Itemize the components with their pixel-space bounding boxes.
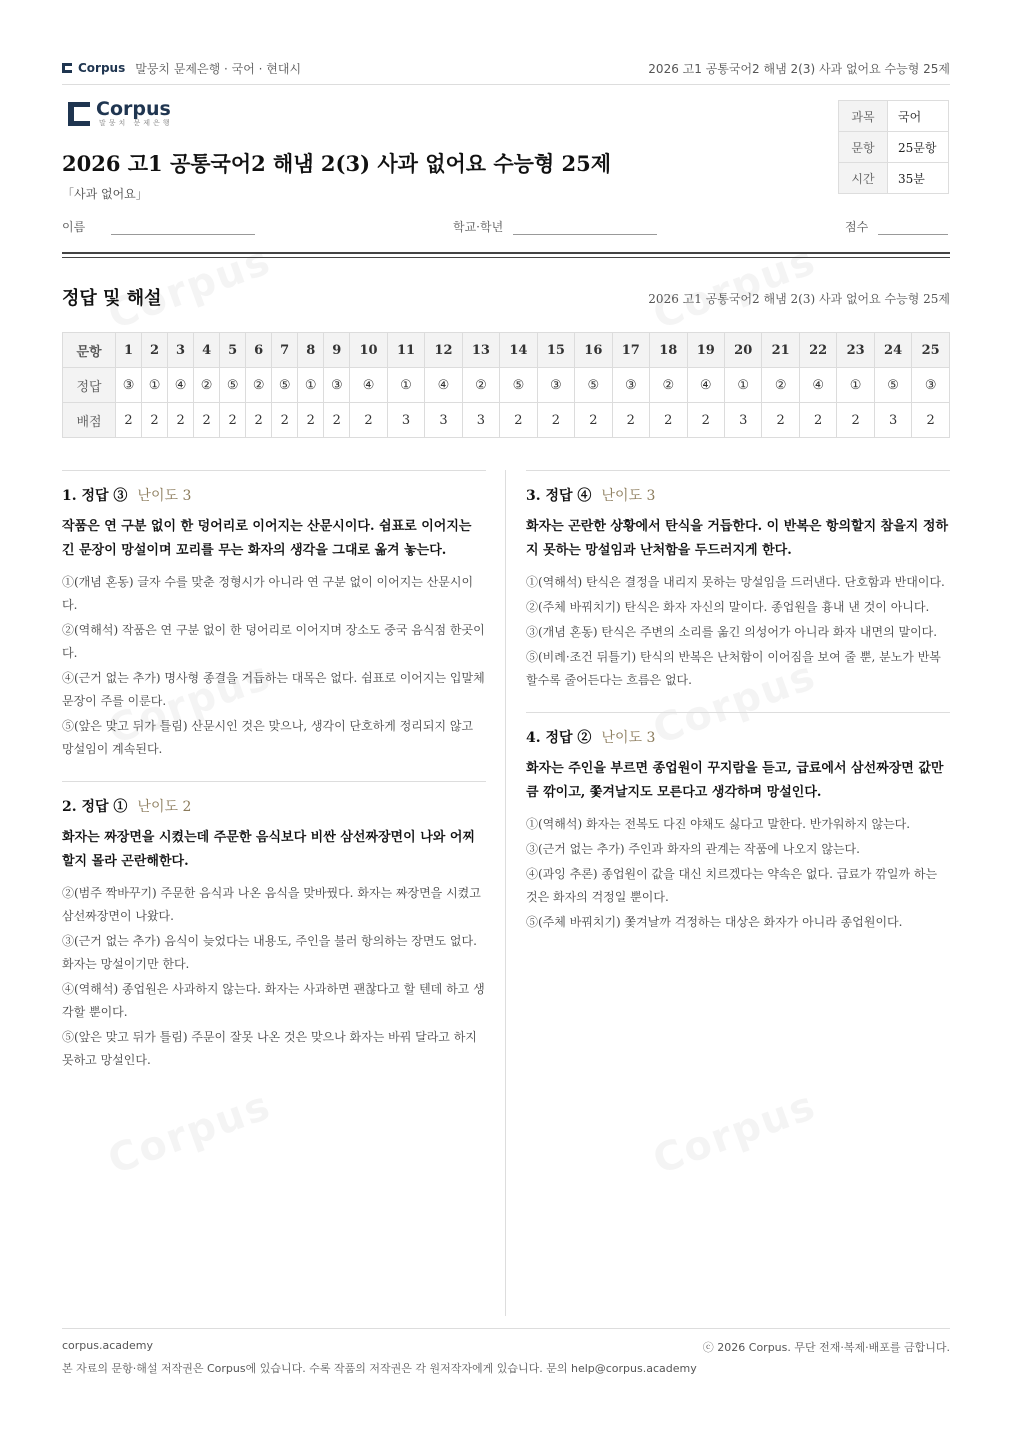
answer-cell: 17 xyxy=(612,333,649,368)
answer-cell: ⑤ xyxy=(874,368,911,403)
answer-cell: ① xyxy=(142,368,168,403)
option-explanation: ⑤(앞은 맞고 뒤가 틀림) 주문이 잘못 나온 것은 맞으나 화자는 바꿔 달라고 하지 못하고 망설인다. xyxy=(62,1030,477,1067)
answer-cell: 3 xyxy=(874,403,911,438)
score-blank[interactable] xyxy=(878,218,948,235)
answer-cell: ③ xyxy=(537,368,574,403)
name-label: 이름 xyxy=(62,220,86,234)
answer-cell: ② xyxy=(246,368,272,403)
explanation-main: 화자는 주인을 부르면 종업원이 꾸지람을 듣고, 급료에서 삼선짜장면 값만큼 깎이고, 쫓겨날지도 모른다고 생각하며 망설인다. xyxy=(526,761,944,800)
answer-cell: 3 xyxy=(168,333,194,368)
answer-cell: ② xyxy=(194,368,220,403)
answer-cell: 12 xyxy=(425,333,462,368)
row-label: 정답 xyxy=(63,368,116,403)
answer-cell: ④ xyxy=(350,368,387,403)
answer-cell: ③ xyxy=(912,368,950,403)
top-brand: Corpus xyxy=(78,61,126,75)
footer xyxy=(62,1328,950,1376)
answer-cell: 2 xyxy=(298,403,324,438)
school-blank[interactable] xyxy=(513,218,657,235)
answer-cell: 15 xyxy=(537,333,574,368)
score-field xyxy=(845,218,948,235)
answer-cell: ① xyxy=(724,368,761,403)
answer-cell: 2 xyxy=(650,403,687,438)
answer-cell: 3 xyxy=(425,403,462,438)
corpus-mark-icon xyxy=(68,102,90,126)
answer-cell: 16 xyxy=(575,333,612,368)
meta-table xyxy=(838,100,949,194)
answer-cell: 2 xyxy=(350,403,387,438)
footer-copyright: ⓒ 2026 Corpus. 무단 전재·복제·배포를 금합니다. xyxy=(702,1341,950,1354)
answer-cell: 9 xyxy=(324,333,350,368)
header-divider xyxy=(62,252,950,258)
explanations-right xyxy=(526,470,950,954)
question-block xyxy=(62,781,486,1072)
corpus-logo-icon xyxy=(62,63,72,73)
answer-label: 4. 정답 ② xyxy=(526,730,592,746)
answer-cell: 18 xyxy=(650,333,687,368)
row-label: 문항 xyxy=(63,333,116,368)
answer-label: 3. 정답 ④ xyxy=(526,488,592,504)
answer-cell: 3 xyxy=(724,403,761,438)
answer-cell: 22 xyxy=(799,333,836,368)
answer-cell: 2 xyxy=(246,403,272,438)
answer-cell: ④ xyxy=(687,368,724,403)
question-block xyxy=(62,470,486,761)
option-explanation: ⑤(비례·조건 뒤틀기) 탄식의 반복은 난처함이 이어짐을 보여 줄 뿐, 분노가 반복할수록 줄어든다는 흐름은 없다. xyxy=(526,650,941,687)
answer-cell: ④ xyxy=(799,368,836,403)
answer-cell: 2 xyxy=(575,403,612,438)
option-explanation: ①(역해석) 탄식은 결정을 내리지 못하는 망설임을 드러낸다. 단호함과 반대이다. xyxy=(526,575,945,589)
option-explanation: ④(과잉 추론) 종업원이 값을 대신 치르겠다는 약속은 없다. 급료가 깎일까 하는 것은 화자의 걱정일 뿐이다. xyxy=(526,867,938,904)
explanation-main: 화자는 짜장면을 시켰는데 주문한 음식보다 비싼 삼선짜장면이 나와 어찌할지 몰라 곤란해한다. xyxy=(62,830,475,869)
answer-cell: ⑤ xyxy=(220,368,246,403)
difficulty-label: 난이도 3 xyxy=(601,730,656,746)
answer-cell: 3 xyxy=(462,403,499,438)
answer-cell: 13 xyxy=(462,333,499,368)
answer-cell: 2 xyxy=(324,403,350,438)
answer-cell: 3 xyxy=(387,403,424,438)
answer-row-points xyxy=(63,403,950,438)
answer-cell: ③ xyxy=(612,368,649,403)
column-divider xyxy=(505,470,506,1316)
answer-row-answer xyxy=(63,368,950,403)
footer-notice: 본 자료의 문항·해설 저작권은 Corpus에 있습니다. 수록 작품의 저작권은 각 원저작자에게 있습니다. 문의 help@corpus.academy xyxy=(62,1362,697,1375)
answer-cell: 8 xyxy=(298,333,324,368)
option-explanation: ①(개념 혼동) 글자 수를 맞춘 정형시가 아니라 연 구분 없이 이어지는 산문시이다. xyxy=(62,575,474,612)
answer-label: 1. 정답 ③ xyxy=(62,488,128,504)
question-head xyxy=(526,727,950,747)
answer-cell: ① xyxy=(298,368,324,403)
answer-cell: ② xyxy=(650,368,687,403)
name-blank[interactable] xyxy=(111,218,255,235)
section-subtitle: 2026 고1 공통국어2 해냄 2(3) 사과 없어요 수능형 25제 xyxy=(648,292,950,306)
breadcrumb: 말뭉치 문제은행 · 국어 · 현대시 xyxy=(135,61,302,76)
explanations-left xyxy=(62,470,486,1092)
answer-cell: 21 xyxy=(762,333,799,368)
page-subtitle: 「사과 없어요」 xyxy=(62,187,148,201)
answer-cell: 20 xyxy=(724,333,761,368)
answer-cell: ⑤ xyxy=(272,368,298,403)
answer-cell: ③ xyxy=(324,368,350,403)
answer-cell: 25 xyxy=(912,333,950,368)
answer-cell: 2 xyxy=(142,333,168,368)
brand-logo xyxy=(68,100,173,128)
answer-cell: ② xyxy=(762,368,799,403)
answer-cell: 2 xyxy=(762,403,799,438)
option-explanation: ②(범주 짝바꾸기) 주문한 음식과 나온 음식을 맞바꿨다. 화자는 짜장면을 시켰고 삼선짜장면이 나왔다. xyxy=(62,886,481,923)
answer-cell: ③ xyxy=(116,368,142,403)
answer-cell: 23 xyxy=(837,333,874,368)
answer-cell: 10 xyxy=(350,333,387,368)
answer-cell: 2 xyxy=(220,403,246,438)
answer-cell: ⑤ xyxy=(575,368,612,403)
option-explanation: ④(역해석) 종업원은 사과하지 않는다. 화자는 사과하면 괜찮다고 할 텐데 하고 생각할 뿐이다. xyxy=(62,982,485,1019)
score-label: 점수 xyxy=(845,220,869,234)
answer-cell: 19 xyxy=(687,333,724,368)
name-field xyxy=(62,218,255,235)
answer-cell: ① xyxy=(387,368,424,403)
option-explanation: ⑤(주체 바꿔치기) 쫓겨날까 걱정하는 대상은 화자가 아니라 종업원이다. xyxy=(526,915,903,929)
meta-label: 문항 xyxy=(839,132,888,163)
answer-cell: 1 xyxy=(116,333,142,368)
answer-cell: ① xyxy=(837,368,874,403)
answer-cell: 24 xyxy=(874,333,911,368)
meta-label: 과목 xyxy=(839,101,888,132)
answer-cell: 2 xyxy=(612,403,649,438)
answer-label: 2. 정답 ① xyxy=(62,799,128,815)
explanation-main: 화자는 곤란한 상황에서 탄식을 거듭한다. 이 반복은 항의할지 참을지 정하지 못하는 망설임과 난처함을 두드러지게 한다. xyxy=(526,519,948,558)
answer-cell: 2 xyxy=(142,403,168,438)
answer-row-number xyxy=(63,333,950,368)
question-head xyxy=(62,796,486,816)
row-label: 배점 xyxy=(63,403,116,438)
brand-name: Corpus xyxy=(96,98,171,120)
answer-table xyxy=(62,332,950,438)
answer-cell: 2 xyxy=(537,403,574,438)
answer-cell: 2 xyxy=(272,403,298,438)
top-strip xyxy=(62,52,950,85)
answer-cell: 11 xyxy=(387,333,424,368)
option-explanation: ③(근거 없는 추가) 음식이 늦었다는 내용도, 주인을 불러 항의하는 장면도 없다. 화자는 망설이기만 한다. xyxy=(62,934,477,971)
watermark xyxy=(647,1082,822,1183)
option-explanation: ②(주체 바꿔치기) 탄식은 화자 자신의 말이다. 종업원을 흉내 낸 것이 아니다. xyxy=(526,600,930,614)
option-explanation: ③(개념 혼동) 탄식은 주변의 소리를 옮긴 의성어가 아니라 화자 내면의 말이다. xyxy=(526,625,938,639)
watermark xyxy=(102,1082,277,1183)
footer-site: corpus.academy xyxy=(62,1339,153,1352)
option-explanation: ④(근거 없는 추가) 명사형 종결을 거듭하는 대목은 없다. 쉼표로 이어지는 입말체 문장이 주를 이룬다. xyxy=(62,671,485,708)
meta-label: 시간 xyxy=(839,163,888,194)
answer-cell: 2 xyxy=(168,403,194,438)
answer-cell: 2 xyxy=(687,403,724,438)
answer-cell: 14 xyxy=(500,333,537,368)
school-field xyxy=(453,218,657,235)
answer-cell: 6 xyxy=(246,333,272,368)
answer-cell: 2 xyxy=(837,403,874,438)
answer-cell: 2 xyxy=(500,403,537,438)
top-doc-title: 2026 고1 공통국어2 해냄 2(3) 사과 없어요 수능형 25제 xyxy=(648,61,950,76)
answer-cell: ④ xyxy=(168,368,194,403)
answer-cell: 5 xyxy=(220,333,246,368)
answer-cell: 7 xyxy=(272,333,298,368)
question-block xyxy=(526,470,950,692)
question-head xyxy=(526,485,950,505)
meta-value: 25문항 xyxy=(888,132,949,163)
option-explanation: ②(역해석) 작품은 연 구분 없이 한 덩어리로 이어지며 장소도 중국 음식점 한곳이다. xyxy=(62,623,485,660)
question-block xyxy=(526,712,950,934)
difficulty-label: 난이도 3 xyxy=(137,488,192,504)
section-title: 정답 및 해설 xyxy=(62,288,162,309)
brand-tagline: 말뭉치 문제은행 xyxy=(99,119,173,127)
option-explanation: ⑤(앞은 맞고 뒤가 틀림) 산문시인 것은 맞으나, 생각이 단호하게 정리되지 않고 망설임이 계속된다. xyxy=(62,719,474,756)
explanation-main: 작품은 연 구분 없이 한 덩어리로 이어지는 산문시이다. 쉼표로 이어지는 긴 문장이 망설이며 꼬리를 무는 화자의 생각을 그대로 옮겨 놓는다. xyxy=(62,519,472,558)
difficulty-label: 난이도 2 xyxy=(137,799,192,815)
answer-cell: 2 xyxy=(116,403,142,438)
question-head xyxy=(62,485,486,505)
meta-value: 35분 xyxy=(888,163,949,194)
school-label: 학교·학년 xyxy=(453,220,504,234)
page-title: 2026 고1 공통국어2 해냄 2(3) 사과 없어요 수능형 25제 xyxy=(62,151,612,176)
answer-cell: ② xyxy=(462,368,499,403)
answer-cell: 4 xyxy=(194,333,220,368)
answer-cell: 2 xyxy=(799,403,836,438)
option-explanation: ③(근거 없는 추가) 주인과 화자의 관계는 작품에 나오지 않는다. xyxy=(526,842,860,856)
answer-cell: ④ xyxy=(425,368,462,403)
answer-cell: 2 xyxy=(194,403,220,438)
answer-cell: ⑤ xyxy=(500,368,537,403)
answer-cell: 2 xyxy=(912,403,950,438)
option-explanation: ①(역해석) 화자는 전복도 다진 야채도 싫다고 말한다. 반가워하지 않는다. xyxy=(526,817,911,831)
difficulty-label: 난이도 3 xyxy=(601,488,656,504)
meta-value: 국어 xyxy=(888,101,949,132)
